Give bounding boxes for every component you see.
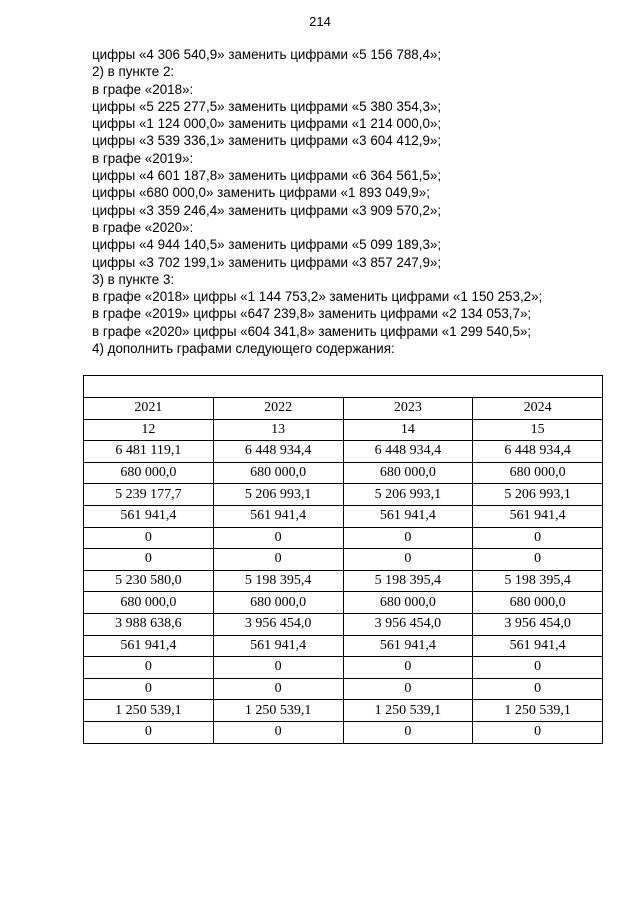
table-row <box>84 527 603 549</box>
table-row <box>84 570 603 592</box>
text-line: в графе «2018» цифры «1 144 753,2» заменить цифрами «1 150 253,2»; <box>92 289 543 305</box>
table-cell: 1 250 539,1 <box>84 700 214 722</box>
table-cell: 561 941,4 <box>84 505 214 527</box>
table-cell: 680 000,0 <box>343 462 473 484</box>
table-row <box>84 462 603 484</box>
table-cell: 3 956 454,0 <box>343 613 473 635</box>
table-cell: 0 <box>213 657 343 679</box>
table-blank-header-cell <box>84 376 603 398</box>
table-cell: 0 <box>473 678 603 700</box>
table-cell: 6 448 934,4 <box>213 441 343 463</box>
table-cell: 5 230 580,0 <box>84 570 214 592</box>
table-row <box>84 441 603 463</box>
table-cell: 680 000,0 <box>213 592 343 614</box>
text-line: цифры «3 359 246,4» заменить цифрами «3 909 570,2»; <box>92 202 442 218</box>
table-row <box>84 678 603 700</box>
table-blank-header-row <box>84 376 603 398</box>
table-cell: 6 448 934,4 <box>343 441 473 463</box>
table-cell: 680 000,0 <box>473 592 603 614</box>
table-cell: 680 000,0 <box>213 462 343 484</box>
table-year-row <box>84 398 603 420</box>
text-line: в графе «2019»: <box>92 150 194 166</box>
text-line: в графе «2018»: <box>92 81 194 97</box>
text-line: цифры «4 306 540,9» заменить цифрами «5 156 788,4»; <box>92 47 442 62</box>
table-cell: 0 <box>473 657 603 679</box>
table-cell: 5 239 177,7 <box>84 484 214 506</box>
table-cell: 0 <box>473 549 603 571</box>
table-cell: 2021 <box>84 398 214 420</box>
table-cell: 3 988 638,6 <box>84 613 214 635</box>
table-cell: 0 <box>213 527 343 549</box>
table-cell: 0 <box>213 678 343 700</box>
text-line: цифры «1 124 000,0» заменить цифрами «1 214 000,0»; <box>92 116 442 132</box>
table-cell: 680 000,0 <box>343 592 473 614</box>
text-line: в графе «2020» цифры «604 341,8» заменить цифрами «1 299 540,5»; <box>92 323 532 339</box>
table-cell: 1 250 539,1 <box>213 700 343 722</box>
table-cell: 561 941,4 <box>343 505 473 527</box>
table-cell: 0 <box>84 549 214 571</box>
table-cell: 5 206 993,1 <box>343 484 473 506</box>
amendment-text <box>92 46 612 357</box>
table-cell: 0 <box>343 657 473 679</box>
table-cell: 0 <box>213 549 343 571</box>
table-cell: 0 <box>473 721 603 743</box>
table-row <box>84 613 603 635</box>
table-row <box>84 484 603 506</box>
table-cell: 13 <box>213 419 343 441</box>
table-cell: 5 206 993,1 <box>473 484 603 506</box>
table-cell: 680 000,0 <box>84 592 214 614</box>
table-row <box>84 549 603 571</box>
table-cell: 6 481 119,1 <box>84 441 214 463</box>
table-cell: 5 198 395,4 <box>213 570 343 592</box>
table-row <box>84 657 603 679</box>
text-line: цифры «3 539 336,1» заменить цифрами «3 604 412,9»; <box>92 133 442 149</box>
table-cell: 561 941,4 <box>213 505 343 527</box>
table-cell: 1 250 539,1 <box>343 700 473 722</box>
table-cell: 0 <box>343 527 473 549</box>
table-cell: 5 198 395,4 <box>473 570 603 592</box>
table-cell: 12 <box>84 419 214 441</box>
table-cell: 561 941,4 <box>343 635 473 657</box>
table-cell: 0 <box>343 721 473 743</box>
text-line: 2) в пункте 2: <box>92 64 175 80</box>
table-cell: 0 <box>343 549 473 571</box>
page-number: 214 <box>309 14 331 29</box>
table-cell: 561 941,4 <box>213 635 343 657</box>
text-line: цифры «3 702 199,1» заменить цифрами «3 857 247,9»; <box>92 254 442 270</box>
table-column-number-row <box>84 419 603 441</box>
table-row <box>84 592 603 614</box>
table-cell: 5 198 395,4 <box>343 570 473 592</box>
table-cell: 561 941,4 <box>84 635 214 657</box>
text-line: в графе «2019» цифры «647 239,8» заменить цифрами «2 134 053,7»; <box>92 306 532 322</box>
table-row <box>84 505 603 527</box>
text-line: в графе «2020»: <box>92 219 194 235</box>
table-cell: 6 448 934,4 <box>473 441 603 463</box>
table-cell: 0 <box>84 657 214 679</box>
table-cell: 5 206 993,1 <box>213 484 343 506</box>
table-cell: 3 956 454,0 <box>213 613 343 635</box>
table-row <box>84 721 603 743</box>
table-cell: 2022 <box>213 398 343 420</box>
table-cell: 0 <box>84 678 214 700</box>
table-cell: 2023 <box>343 398 473 420</box>
table-row <box>84 635 603 657</box>
table-cell: 2024 <box>473 398 603 420</box>
table-cell: 0 <box>213 721 343 743</box>
table-row <box>84 700 603 722</box>
table-cell: 0 <box>473 527 603 549</box>
table-cell: 15 <box>473 419 603 441</box>
table-cell: 1 250 539,1 <box>473 700 603 722</box>
text-line: цифры «5 225 277,5» заменить цифрами «5 380 354,3»; <box>92 98 442 114</box>
table-cell: 0 <box>343 678 473 700</box>
data-table <box>83 375 603 744</box>
text-line: 3) в пункте 3: <box>92 271 175 287</box>
text-line: 4) дополнить графами следующего содержания: <box>92 341 395 357</box>
table-cell: 0 <box>84 721 214 743</box>
table-cell: 561 941,4 <box>473 505 603 527</box>
table-cell: 561 941,4 <box>473 635 603 657</box>
table-cell: 680 000,0 <box>473 462 603 484</box>
table-cell: 0 <box>84 527 214 549</box>
table-cell: 14 <box>343 419 473 441</box>
text-line: цифры «680 000,0» заменить цифрами «1 893 049,9»; <box>92 185 430 201</box>
table-cell: 680 000,0 <box>84 462 214 484</box>
table-cell: 3 956 454,0 <box>473 613 603 635</box>
text-line: цифры «4 944 140,5» заменить цифрами «5 099 189,3»; <box>92 237 442 253</box>
text-line: цифры «4 601 187,8» заменить цифрами «6 364 561,5»; <box>92 168 442 184</box>
